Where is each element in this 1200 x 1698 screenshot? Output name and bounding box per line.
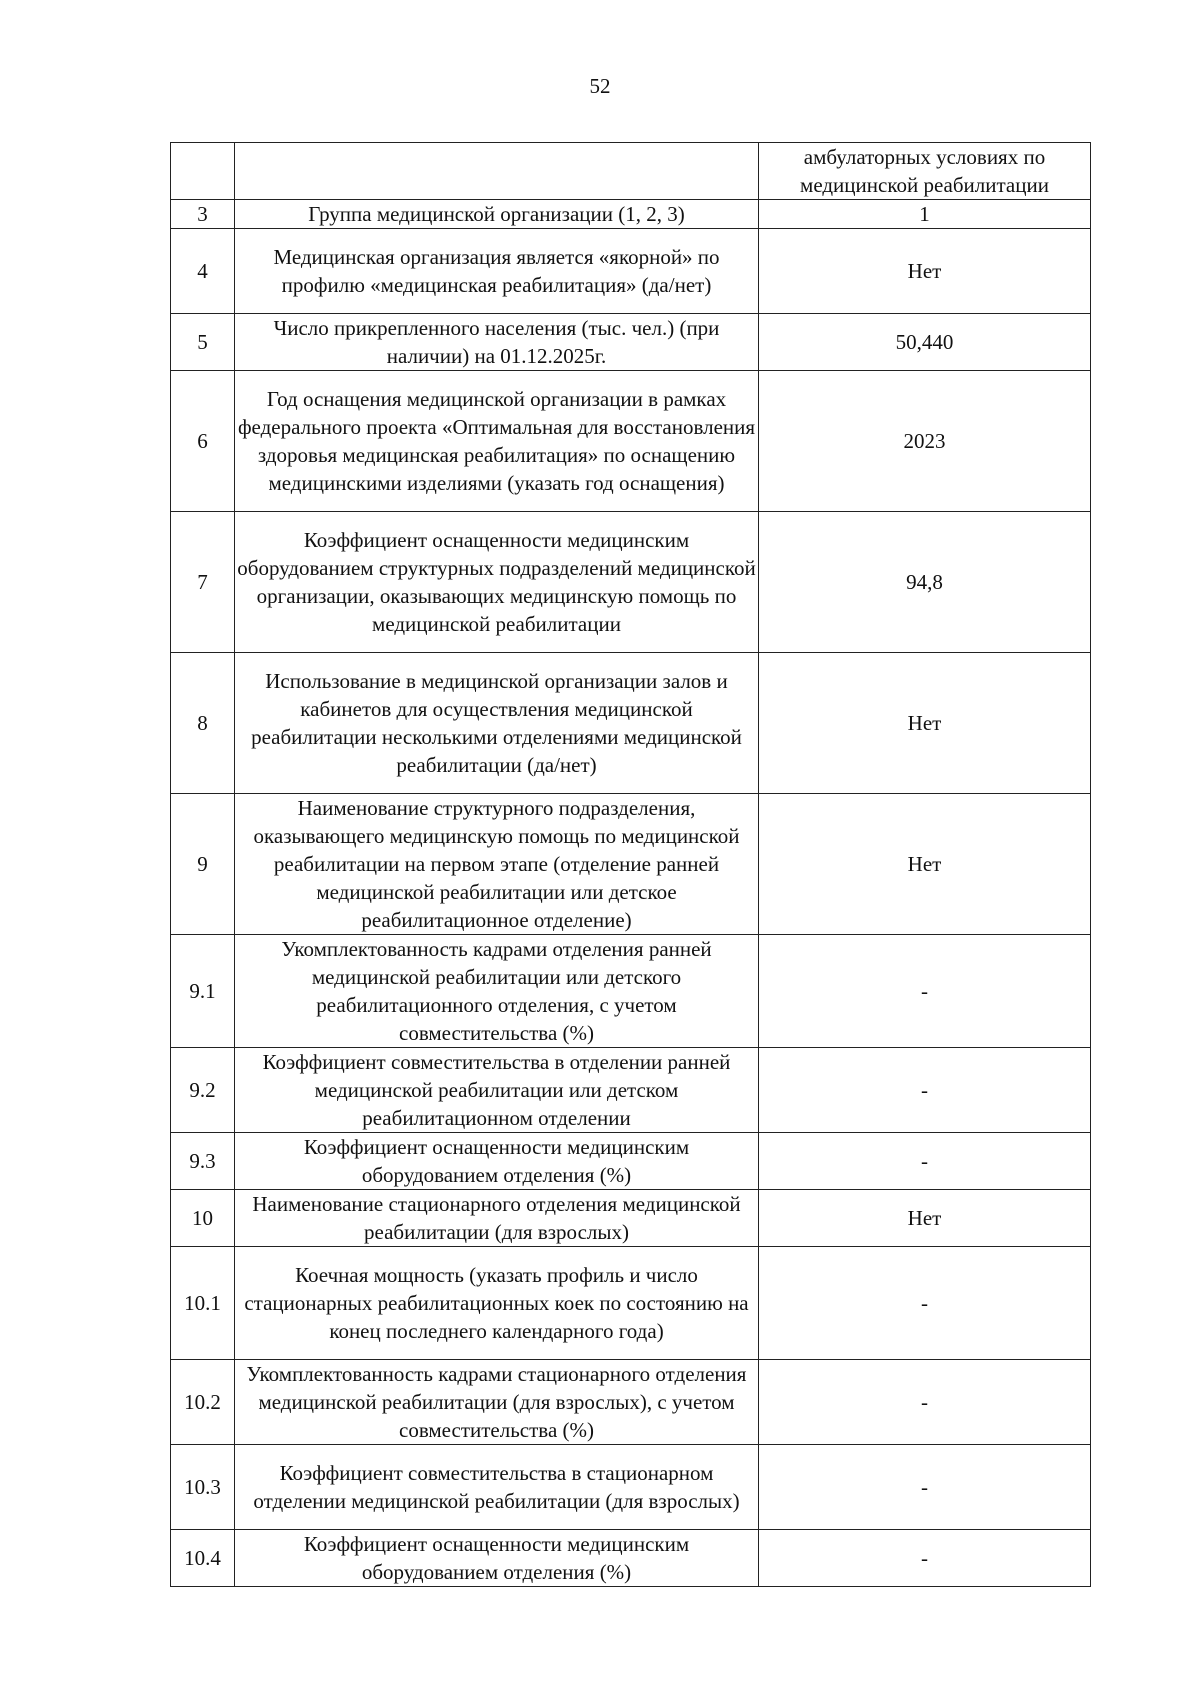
- row-number-cell: [171, 512, 235, 653]
- table-row: [171, 314, 1091, 371]
- table-row: [171, 1247, 1091, 1360]
- row-number-text: 9.1: [189, 979, 216, 1003]
- indicator-value-text: 50,440: [895, 330, 954, 354]
- row-number-cell: [171, 794, 235, 935]
- table-row: [171, 1048, 1091, 1133]
- indicator-value-text: 1: [919, 202, 930, 226]
- indicator-value-cell: [759, 512, 1091, 653]
- row-number-cell: [171, 653, 235, 794]
- indicator-value-text: 2023: [903, 429, 946, 453]
- indicator-value-text: -: [921, 1078, 928, 1102]
- row-number-cell: [171, 1190, 235, 1247]
- row-number-cell: [171, 1133, 235, 1190]
- indicator-value-cell: [759, 1133, 1091, 1190]
- indicator-value-text: -: [921, 1149, 928, 1173]
- indicator-name-text: Наименование стационарного отделения медицинской реабилитации (для взрослых): [252, 1192, 741, 1244]
- row-number-text: 5: [197, 330, 208, 354]
- row-number-cell: [171, 229, 235, 314]
- table-row: [171, 371, 1091, 512]
- row-number-text: 6: [197, 429, 208, 453]
- indicator-name-text: Коэффициент оснащенности медицинским оборудованием отделения (%): [303, 1532, 690, 1584]
- indicator-value-cell: [759, 229, 1091, 314]
- table-row: [171, 653, 1091, 794]
- indicator-value-text: Нет: [907, 1206, 942, 1230]
- indicator-value-text: 94,8: [906, 570, 943, 594]
- rehabilitation-data-table: [170, 142, 1091, 1587]
- row-number-text: 10.1: [184, 1291, 221, 1315]
- row-number-text: 10.3: [184, 1475, 221, 1499]
- indicator-name-text: Коечная мощность (указать профиль и число стационарных реабилитационных коек по состоянию на конец последнего календарного года): [244, 1263, 749, 1343]
- row-number-cell: [171, 371, 235, 512]
- indicator-name-text: Коэффициент совместительства в отделении ранней медицинской реабилитации или детском реабилитационном отделении: [262, 1050, 731, 1130]
- indicator-value-text: -: [921, 979, 928, 1003]
- indicator-value-cell: [759, 143, 1091, 200]
- row-number-text: 3: [197, 202, 208, 226]
- table-row: [171, 1530, 1091, 1587]
- table-row: [171, 794, 1091, 935]
- row-number-cell: [171, 143, 235, 200]
- indicator-value-text: Нет: [907, 852, 942, 876]
- row-number-text: 8: [197, 711, 208, 735]
- indicator-name-cell: [235, 1048, 759, 1133]
- table-row: [171, 1133, 1091, 1190]
- indicator-name-cell: [235, 1190, 759, 1247]
- row-number-text: 9.2: [189, 1078, 216, 1102]
- indicator-name-cell: [235, 935, 759, 1048]
- table-row: [171, 143, 1091, 200]
- row-number-text: 10.4: [184, 1546, 221, 1570]
- row-number-text: 4: [197, 259, 208, 283]
- indicator-value-text: -: [921, 1291, 928, 1315]
- indicator-value-text: Нет: [907, 259, 942, 283]
- indicator-value-cell: [759, 794, 1091, 935]
- indicator-name-cell: [235, 1445, 759, 1530]
- row-number-text: 9.3: [189, 1149, 216, 1173]
- indicator-value-cell: [759, 653, 1091, 794]
- indicator-name-cell: [235, 200, 759, 229]
- indicator-name-cell: [235, 512, 759, 653]
- indicator-value-cell: [759, 314, 1091, 371]
- table-row: [171, 229, 1091, 314]
- table-row: [171, 1190, 1091, 1247]
- table-row: [171, 935, 1091, 1048]
- indicator-value-cell: [759, 371, 1091, 512]
- row-number-cell: [171, 314, 235, 371]
- indicator-value-cell: [759, 1360, 1091, 1445]
- row-number-cell: [171, 1445, 235, 1530]
- indicator-name-cell: [235, 1247, 759, 1360]
- indicator-name-text: Коэффициент оснащенности медицинским оборудованием отделения (%): [303, 1135, 690, 1187]
- row-number-text: 9: [197, 852, 208, 876]
- row-number-text: 10.2: [184, 1390, 221, 1414]
- indicator-name-text: Наименование структурного подразделения, оказывающего медицинскую помощь по медицинской реабилитации на первом этапе (отделение ранней медицинской реабилитации или детское реабилитационное отделение): [253, 796, 740, 932]
- indicator-value-text: -: [921, 1390, 928, 1414]
- indicator-name-text: Укомплектованность кадрами стационарного отделения медицинской реабилитации (для взрослых), с учетом совместительства (%): [246, 1362, 747, 1442]
- row-number-cell: [171, 1048, 235, 1133]
- indicator-value-text: -: [921, 1546, 928, 1570]
- row-number-text: 10: [192, 1206, 213, 1230]
- row-number-cell: [171, 200, 235, 229]
- indicator-name-text: Укомплектованность кадрами отделения ранней медицинской реабилитации или детского реабилитационного отделения, с учетом совместительства (%): [281, 937, 712, 1045]
- indicator-value-cell: [759, 1190, 1091, 1247]
- indicator-value-cell: [759, 1445, 1091, 1530]
- row-number-cell: [171, 1530, 235, 1587]
- indicator-name-text: Год оснащения медицинской организации в рамках федерального проекта «Оптимальная для восстановления здоровья медицинская реабилитация» по оснащению медицинскими изделиями (указать год оснащения): [237, 387, 756, 495]
- indicator-name-cell: [235, 229, 759, 314]
- indicator-value-text: амбулаторных условиях по медицинской реабилитации: [800, 145, 1049, 197]
- row-number-cell: [171, 935, 235, 1048]
- indicator-value-cell: [759, 1048, 1091, 1133]
- indicator-name-text: Коэффициент оснащенности медицинским оборудованием структурных подразделений медицинской организации, оказывающих медицинскую помощь по медицинской реабилитации: [237, 528, 756, 636]
- row-number-cell: [171, 1360, 235, 1445]
- indicator-name-text: Медицинская организация является «якорной» по профилю «медицинская реабилитация» (да/нет): [273, 245, 720, 297]
- page-number: 52: [589, 74, 611, 98]
- indicator-value-cell: [759, 1247, 1091, 1360]
- indicator-name-text: Группа медицинской организации (1, 2, 3): [308, 202, 685, 226]
- indicator-value-cell: [759, 200, 1091, 229]
- table-row: [171, 512, 1091, 653]
- indicator-name-text: Число прикрепленного населения (тыс. чел.) (при наличии) на 01.12.2025г.: [273, 316, 720, 368]
- table-body: [171, 143, 1091, 1587]
- indicator-name-text: Использование в медицинской организации залов и кабинетов для осуществления медицинской реабилитации несколькими отделениями медицинской реабилитации (да/нет): [251, 669, 742, 777]
- indicator-name-text: Коэффициент совместительства в стационарном отделении медицинской реабилитации (для взрослых): [253, 1461, 740, 1513]
- table-row: [171, 1360, 1091, 1445]
- indicator-name-cell: [235, 1133, 759, 1190]
- indicator-value-text: -: [921, 1475, 928, 1499]
- indicator-name-cell: [235, 1360, 759, 1445]
- indicator-value-cell: [759, 1530, 1091, 1587]
- row-number-cell: [171, 1247, 235, 1360]
- table-row: [171, 200, 1091, 229]
- row-number-text: 7: [197, 570, 208, 594]
- indicator-name-cell: [235, 1530, 759, 1587]
- indicator-name-cell: [235, 371, 759, 512]
- indicator-value-cell: [759, 935, 1091, 1048]
- indicator-name-cell: [235, 314, 759, 371]
- indicator-value-text: Нет: [907, 711, 942, 735]
- indicator-name-cell: [235, 143, 759, 200]
- indicator-name-cell: [235, 653, 759, 794]
- indicator-name-cell: [235, 794, 759, 935]
- table-row: [171, 1445, 1091, 1530]
